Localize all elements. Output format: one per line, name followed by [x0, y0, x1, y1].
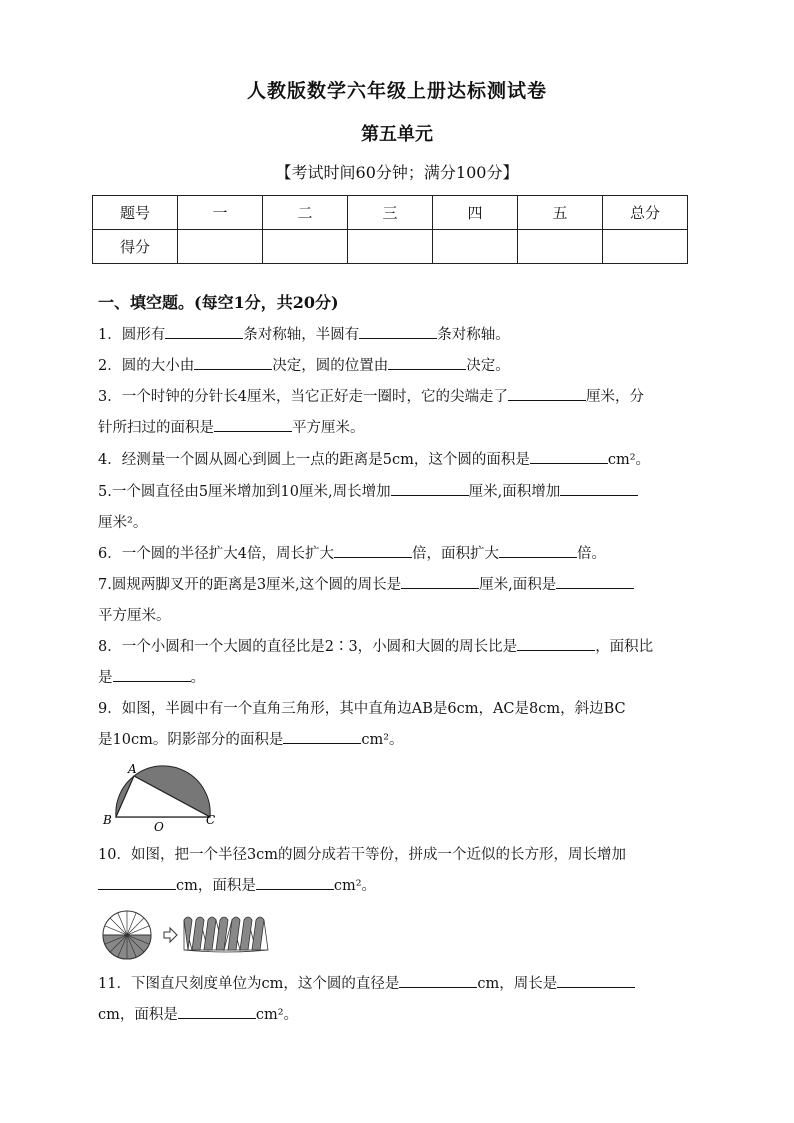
question-4 [98, 445, 698, 476]
score-cell: 四 [433, 196, 518, 230]
question-9 [98, 694, 698, 756]
answer-blank[interactable] [178, 1003, 256, 1019]
question-text: 平方厘米。 [292, 420, 365, 436]
score-input-cell[interactable] [263, 230, 348, 264]
question-text: 平方厘米。 [98, 608, 171, 624]
question-text: ，面积比 [595, 639, 654, 655]
score-cell: 总分 [603, 196, 688, 230]
divided-circle [103, 911, 151, 959]
score-input-cell[interactable] [603, 230, 688, 264]
score-input-cell[interactable] [348, 230, 433, 264]
question-text: 5.一个圆直径由5厘米增加到10厘米,周长增加 [98, 484, 391, 500]
label-a: A [128, 762, 137, 776]
question-text: 条对称轴。 [437, 327, 510, 343]
question-text: 2．圆的大小由 [98, 358, 195, 374]
question-7 [98, 570, 698, 632]
answer-blank[interactable] [517, 635, 595, 651]
question-1 [98, 320, 698, 351]
question-text: 是10cm。阴影部分的面积是 [98, 732, 284, 748]
question-text: 厘米,面积是 [479, 577, 557, 593]
question-text: cm²。 [607, 452, 651, 468]
score-input-cell[interactable] [178, 230, 263, 264]
label-o: O [154, 820, 164, 834]
semicircle-triangle-figure [98, 760, 228, 838]
answer-blank[interactable] [165, 323, 243, 339]
question-text: cm²。 [255, 1007, 299, 1023]
question-text: 7.圆规两脚叉开的距离是3厘米,这个圆的周长是 [98, 577, 402, 593]
question-text: 厘米，分 [585, 389, 644, 405]
score-cell: 题号 [93, 196, 178, 230]
question-text: 条对称轴，半圆有 [243, 327, 360, 343]
answer-blank[interactable] [499, 542, 577, 558]
answer-blank[interactable] [388, 354, 466, 370]
exam-info: 【考试时间60分钟；满分100分】 [275, 163, 519, 182]
score-table-header-row [93, 196, 688, 230]
answer-blank[interactable] [557, 972, 635, 988]
answer-blank[interactable] [194, 354, 272, 370]
answer-blank[interactable] [391, 480, 469, 496]
answer-blank[interactable] [359, 323, 437, 339]
answer-blank[interactable] [283, 728, 361, 744]
question-text: 决定。 [466, 358, 510, 374]
question-text: cm，周长是 [477, 976, 558, 992]
question-text: 1．圆形有 [98, 327, 166, 343]
label-b: B [103, 813, 112, 827]
question-text: 倍。 [576, 546, 606, 562]
answer-blank[interactable] [98, 874, 176, 890]
answer-blank[interactable] [560, 480, 638, 496]
score-table-score-row [93, 230, 688, 264]
question-text: 9．如图，半圆中有一个直角三角形，其中直角边AB是6cm，AC是8cm，斜边BC [98, 701, 626, 717]
question-text: 。 [190, 670, 205, 686]
score-cell: 三 [348, 196, 433, 230]
score-table [92, 195, 688, 264]
answer-blank[interactable] [214, 416, 292, 432]
exam-title: 人教版数学六年级上册达标测试卷 [246, 80, 547, 102]
question-text: 厘米²。 [98, 515, 148, 531]
question-text: 针所扫过的面积是 [98, 420, 214, 436]
label-c: C [206, 813, 216, 827]
question-10 [98, 840, 698, 902]
question-text: 10．如图，把一个半径3cm的圆分成若干等份，拼成一个近似的长方形，周长增加 [98, 847, 627, 863]
answer-blank[interactable] [256, 874, 334, 890]
question-text: cm，面积是 [176, 878, 256, 894]
arrow-icon [164, 928, 177, 942]
score-input-cell[interactable] [433, 230, 518, 264]
question-text: cm²。 [361, 732, 404, 748]
score-input-cell[interactable] [518, 230, 603, 264]
answer-blank[interactable] [113, 666, 191, 682]
question-text: 是 [98, 670, 113, 686]
question-text: 厘米,面积增加 [468, 484, 561, 500]
answer-blank[interactable] [401, 573, 479, 589]
question-5 [98, 477, 698, 539]
score-cell: 一 [178, 196, 263, 230]
unit-title: 第五单元 [361, 124, 433, 145]
score-row-label: 得分 [93, 230, 178, 264]
question-6 [98, 539, 698, 570]
question-text: 倍，面积扩大 [411, 546, 499, 562]
answer-blank[interactable] [334, 542, 412, 558]
approx-rectangle [184, 917, 268, 952]
question-text: 11．下图直尺刻度单位为cm，这个圆的直径是 [98, 976, 400, 992]
score-cell: 二 [263, 196, 348, 230]
question-11 [98, 969, 698, 1031]
answer-blank[interactable] [530, 448, 608, 464]
answer-blank[interactable] [556, 573, 634, 589]
answer-blank[interactable] [399, 972, 477, 988]
question-text: cm²。 [333, 878, 377, 894]
circle-to-rectangle-figure [100, 908, 280, 962]
question-text: 4．经测量一个圆从圆心到圆上一点的距离是5cm，这个圆的面积是 [98, 452, 530, 468]
question-text: 6．一个圆的半径扩大4倍，周长扩大 [98, 546, 334, 562]
score-cell: 五 [518, 196, 603, 230]
question-text: cm，面积是 [98, 1007, 178, 1023]
question-8 [98, 632, 698, 694]
question-text: 3．一个时钟的分针长4厘米，当它正好走一圈时，它的尖端走了 [98, 389, 508, 405]
answer-blank[interactable] [508, 385, 586, 401]
question-2 [98, 351, 698, 382]
section-1-title: 一、填空题。(每空1分，共20分) [98, 293, 339, 312]
question-3 [98, 382, 698, 444]
question-text: 决定，圆的位置由 [272, 358, 389, 374]
question-text: 8．一个小圆和一个大圆的直径比是2∶3，小圆和大圆的周长比是 [98, 639, 518, 655]
